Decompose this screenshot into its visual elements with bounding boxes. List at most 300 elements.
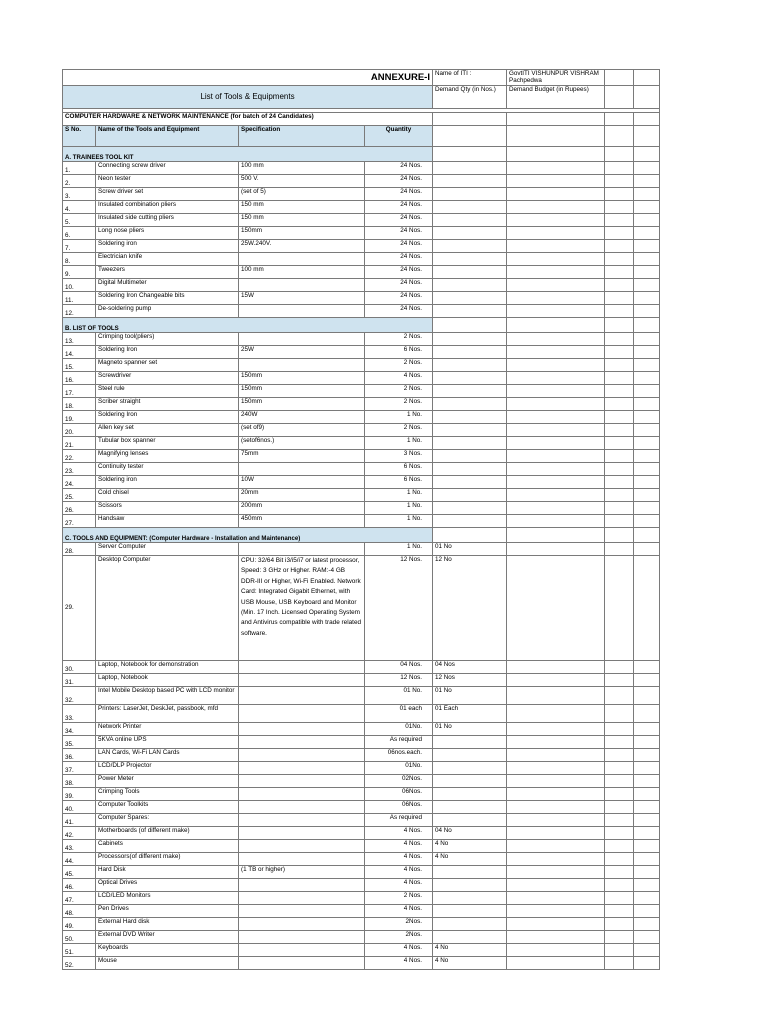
empty-cell: [605, 463, 634, 476]
item-name: Scriber straight: [96, 398, 239, 411]
item-spec: [239, 775, 365, 788]
item-spec: [239, 788, 365, 801]
empty-cell: [605, 450, 634, 463]
item-spec: 20mm: [239, 489, 365, 502]
item-spec: [239, 762, 365, 775]
item-name: Crimping Tools: [96, 788, 239, 801]
empty-cell: [634, 840, 660, 853]
item-number: 11.: [63, 292, 96, 305]
item-spec: [239, 827, 365, 840]
item-number: 40.: [63, 801, 96, 814]
empty-cell: [605, 762, 634, 775]
item-quantity: 2 Nos.: [365, 398, 433, 411]
empty-cell: [634, 687, 660, 705]
section-c: [63, 528, 660, 543]
item-quantity: 24 Nos.: [365, 175, 433, 188]
item-name: Tubular box spanner: [96, 437, 239, 450]
item-number: 12.: [63, 305, 96, 318]
item-spec: 15W: [239, 292, 365, 305]
item-spec: 240W: [239, 411, 365, 424]
empty-cell: [605, 556, 634, 661]
item-demand-qty: [433, 162, 507, 175]
item-demand-budget: [507, 463, 605, 476]
item-spec: [239, 814, 365, 827]
item-number: 22.: [63, 450, 96, 463]
item-spec: 100 mm: [239, 162, 365, 175]
item-spec: 450mm: [239, 515, 365, 528]
item-name: Connecting screw driver: [96, 162, 239, 175]
item-quantity: 24 Nos.: [365, 253, 433, 266]
item-number: 51.: [63, 944, 96, 957]
item-demand-budget: [507, 866, 605, 879]
empty-cell: [634, 775, 660, 788]
item-demand-qty: [433, 918, 507, 931]
item-spec: 100 mm: [239, 266, 365, 279]
item-number: 39.: [63, 788, 96, 801]
section-a-title: A. TRAINEES TOOL KIT: [63, 147, 433, 162]
item-spec: [239, 918, 365, 931]
item-quantity: 6 Nos.: [365, 463, 433, 476]
col-spec-header: Specification: [239, 126, 365, 147]
item-quantity: 01No.: [365, 723, 433, 736]
item-quantity: As required: [365, 736, 433, 749]
item-number: 8.: [63, 253, 96, 266]
item-demand-qty: [433, 253, 507, 266]
item-name: Desktop Computer: [96, 556, 239, 661]
item-demand-qty: [433, 201, 507, 214]
item-quantity: 04 Nos.: [365, 661, 433, 674]
item-quantity: 24 Nos.: [365, 292, 433, 305]
item-name: LAN Cards, Wi-Fi LAN Cards: [96, 749, 239, 762]
item-name: Allen key set: [96, 424, 239, 437]
item-name: Insulated combination pliers: [96, 201, 239, 214]
item-name: Server Computer: [96, 543, 239, 556]
item-name: Screwdriver: [96, 372, 239, 385]
item-quantity: 4 Nos.: [365, 944, 433, 957]
empty-cell: [605, 292, 634, 305]
item-demand-qty: [433, 892, 507, 905]
item-quantity: 6 Nos.: [365, 476, 433, 489]
item-demand-qty: [433, 214, 507, 227]
item-spec: [239, 279, 365, 292]
item-demand-budget: [507, 502, 605, 515]
item-demand-budget: [507, 775, 605, 788]
empty-cell: [433, 147, 507, 162]
item-name: Neon tester: [96, 175, 239, 188]
item-demand-budget: [507, 853, 605, 866]
item-demand-qty: [433, 879, 507, 892]
item-demand-qty: [433, 346, 507, 359]
item-number: 34.: [63, 723, 96, 736]
empty-cell: [634, 279, 660, 292]
table-row: [63, 502, 660, 515]
empty-cell: [634, 705, 660, 723]
item-demand-qty: [433, 814, 507, 827]
item-demand-budget: [507, 918, 605, 931]
item-spec: [239, 333, 365, 346]
item-spec: 150mm: [239, 385, 365, 398]
item-number: 33.: [63, 705, 96, 723]
item-demand-qty: 04 Nos: [433, 661, 507, 674]
empty-cell: [605, 723, 634, 736]
section-a: [63, 147, 660, 162]
empty-cell: [605, 957, 634, 970]
empty-cell: [634, 944, 660, 957]
empty-cell: [634, 762, 660, 775]
item-demand-qty: 4 No: [433, 853, 507, 866]
item-name: Digital Multimeter: [96, 279, 239, 292]
item-demand-budget: [507, 905, 605, 918]
item-number: 32.: [63, 687, 96, 705]
item-demand-budget: [507, 814, 605, 827]
item-demand-qty: [433, 749, 507, 762]
table-row: [63, 372, 660, 385]
item-quantity: 12 Nos.: [365, 556, 433, 661]
empty-cell: [605, 749, 634, 762]
item-spec: [239, 661, 365, 674]
item-name: Screw driver set: [96, 188, 239, 201]
empty-cell: [605, 279, 634, 292]
empty-cell: [605, 528, 634, 543]
empty-cell: [634, 424, 660, 437]
item-name: Laptop, Notebook for demonstration: [96, 661, 239, 674]
empty-cell: [634, 674, 660, 687]
item-demand-budget: [507, 292, 605, 305]
item-number: 10.: [63, 279, 96, 292]
item-demand-qty: [433, 788, 507, 801]
item-quantity: 2 Nos.: [365, 359, 433, 372]
item-demand-qty: 4 No: [433, 944, 507, 957]
item-spec: 25W.240V.: [239, 240, 365, 253]
empty-cell: [605, 705, 634, 723]
item-quantity: 24 Nos.: [365, 266, 433, 279]
item-demand-qty: [433, 372, 507, 385]
item-name: Long nose pliers: [96, 227, 239, 240]
empty-cell: [634, 476, 660, 489]
empty-cell: [634, 411, 660, 424]
item-name: Power Meter: [96, 775, 239, 788]
item-spec: [239, 463, 365, 476]
item-demand-qty: [433, 333, 507, 346]
item-number: 7.: [63, 240, 96, 253]
table-row: [63, 853, 660, 866]
item-demand-budget: [507, 827, 605, 840]
empty-cell: [605, 201, 634, 214]
item-demand-budget: [507, 424, 605, 437]
column-header-row: [63, 126, 660, 147]
item-demand-budget: [507, 346, 605, 359]
item-quantity: 4 Nos.: [365, 827, 433, 840]
item-quantity: 01 each: [365, 705, 433, 723]
item-number: 13.: [63, 333, 96, 346]
item-demand-budget: [507, 879, 605, 892]
item-demand-qty: [433, 515, 507, 528]
item-quantity: 12 Nos.: [365, 674, 433, 687]
item-demand-qty: [433, 279, 507, 292]
item-number: 31.: [63, 674, 96, 687]
item-demand-qty: [433, 398, 507, 411]
item-demand-budget: [507, 266, 605, 279]
item-spec: [239, 253, 365, 266]
item-number: 6.: [63, 227, 96, 240]
item-demand-qty: 4 No: [433, 957, 507, 970]
empty-cell: [605, 905, 634, 918]
empty-cell: [605, 162, 634, 175]
item-demand-budget: [507, 175, 605, 188]
item-number: 4.: [63, 201, 96, 214]
item-spec: [239, 359, 365, 372]
table-row: [63, 253, 660, 266]
empty-cell: [605, 879, 634, 892]
table-row: [63, 424, 660, 437]
item-demand-qty: [433, 905, 507, 918]
table-row: [63, 687, 660, 705]
table-row: [63, 359, 660, 372]
item-name: External DVD Writer: [96, 931, 239, 944]
item-demand-budget: [507, 515, 605, 528]
table-row: [63, 398, 660, 411]
item-number: 15.: [63, 359, 96, 372]
col-qty-header: Quantity: [365, 126, 433, 147]
item-quantity: 01 No.: [365, 687, 433, 705]
tools-equipment-sheet: [62, 69, 660, 970]
table-row: [63, 489, 660, 502]
table-row: [63, 840, 660, 853]
item-demand-qty: [433, 175, 507, 188]
empty-cell: [605, 788, 634, 801]
item-spec: 25W: [239, 346, 365, 359]
item-name: Continuity tester: [96, 463, 239, 476]
item-demand-budget: [507, 957, 605, 970]
table-row: [63, 762, 660, 775]
empty-cell: [605, 411, 634, 424]
empty-cell: [634, 661, 660, 674]
item-demand-qty: 04 No: [433, 827, 507, 840]
item-demand-budget: [507, 801, 605, 814]
table-row: [63, 801, 660, 814]
item-quantity: 4 Nos.: [365, 957, 433, 970]
item-number: 19.: [63, 411, 96, 424]
empty-cell: [634, 788, 660, 801]
empty-cell: [507, 147, 605, 162]
empty-cell: [634, 266, 660, 279]
item-spec: [239, 840, 365, 853]
empty-cell: [634, 931, 660, 944]
item-demand-qty: 4 No: [433, 840, 507, 853]
table-row: [63, 385, 660, 398]
empty-cell: [634, 253, 660, 266]
item-demand-qty: 01 No: [433, 723, 507, 736]
item-name: Cold chisel: [96, 489, 239, 502]
item-quantity: 1 No.: [365, 502, 433, 515]
empty-cell: [634, 188, 660, 201]
item-demand-qty: 01 Each: [433, 705, 507, 723]
item-name: Mouse: [96, 957, 239, 970]
item-number: 28.: [63, 543, 96, 556]
name-of-iti-value: GovtITI VISHUNPUR VISHRAM Pachpedwa: [507, 70, 605, 86]
item-number: 18.: [63, 398, 96, 411]
trade-row: [63, 113, 660, 126]
item-demand-budget: [507, 333, 605, 346]
table-row: [63, 749, 660, 762]
item-name: Pen Drives: [96, 905, 239, 918]
empty-cell: [605, 227, 634, 240]
item-quantity: 4 Nos.: [365, 840, 433, 853]
item-demand-qty: [433, 775, 507, 788]
item-number: 14.: [63, 346, 96, 359]
empty-cell: [605, 814, 634, 827]
table-row: [63, 775, 660, 788]
item-number: 27.: [63, 515, 96, 528]
item-name: Printers: LaserJet, DeskJet, passbook, mfd: [96, 705, 239, 723]
empty-cell: [605, 866, 634, 879]
table-row: [63, 918, 660, 931]
item-number: 48.: [63, 905, 96, 918]
table-row: [63, 450, 660, 463]
table-row: [63, 476, 660, 489]
item-demand-budget: [507, 450, 605, 463]
item-number: 45.: [63, 866, 96, 879]
table-row: [63, 411, 660, 424]
item-spec: 75mm: [239, 450, 365, 463]
item-demand-budget: [507, 253, 605, 266]
item-demand-qty: 01 No: [433, 543, 507, 556]
table-row: [63, 543, 660, 556]
item-name: Intel Mobile Desktop based PC with LCD monitor: [96, 687, 239, 705]
item-number: 16.: [63, 372, 96, 385]
item-spec: [239, 801, 365, 814]
item-number: 49.: [63, 918, 96, 931]
item-quantity: 06Nos.: [365, 788, 433, 801]
item-demand-qty: [433, 450, 507, 463]
item-demand-qty: 12 No: [433, 556, 507, 661]
header-row-2: [63, 86, 660, 109]
empty-cell: [605, 437, 634, 450]
empty-cell: [605, 543, 634, 556]
item-quantity: 4 Nos.: [365, 372, 433, 385]
table-row: [63, 905, 660, 918]
table-row: [63, 227, 660, 240]
empty-cell: [634, 398, 660, 411]
empty-cell: [605, 253, 634, 266]
table-row: [63, 661, 660, 674]
section-b-title: B. LIST OF TOOLS: [63, 318, 433, 333]
item-demand-qty: [433, 305, 507, 318]
item-demand-budget: [507, 687, 605, 705]
item-number: 20.: [63, 424, 96, 437]
item-spec: [239, 853, 365, 866]
item-name: LCD/DLP Projector: [96, 762, 239, 775]
item-number: 9.: [63, 266, 96, 279]
item-demand-budget: [507, 543, 605, 556]
item-spec: 10W: [239, 476, 365, 489]
item-demand-qty: [433, 240, 507, 253]
item-name: Handsaw: [96, 515, 239, 528]
item-demand-budget: [507, 892, 605, 905]
item-number: 37.: [63, 762, 96, 775]
item-name: Soldering Iron: [96, 411, 239, 424]
item-quantity: 1 No.: [365, 437, 433, 450]
table-row: [63, 279, 660, 292]
item-demand-budget: [507, 359, 605, 372]
table-row: [63, 333, 660, 346]
item-quantity: 24 Nos.: [365, 162, 433, 175]
item-quantity: 4 Nos.: [365, 853, 433, 866]
empty-cell: [634, 801, 660, 814]
annexure-label: ANNEXURE-I: [63, 70, 433, 86]
item-demand-budget: [507, 661, 605, 674]
table-row: [63, 175, 660, 188]
item-demand-qty: [433, 762, 507, 775]
item-demand-budget: [507, 411, 605, 424]
item-spec: [239, 957, 365, 970]
item-name: Insulated side cutting pliers: [96, 214, 239, 227]
item-number: 24.: [63, 476, 96, 489]
table-row: [63, 201, 660, 214]
item-name: Magneto spanner set: [96, 359, 239, 372]
item-quantity: 2Nos.: [365, 918, 433, 931]
name-of-iti-label: Name of ITI :: [433, 70, 507, 86]
item-spec: [239, 749, 365, 762]
table-row: [63, 879, 660, 892]
empty-cell: [605, 318, 634, 333]
empty-cell: [605, 346, 634, 359]
empty-cell: [634, 201, 660, 214]
item-quantity: 1 No.: [365, 515, 433, 528]
item-demand-qty: [433, 188, 507, 201]
item-name: Electrician knife: [96, 253, 239, 266]
empty-cell: [634, 372, 660, 385]
item-spec: 500 V.: [239, 175, 365, 188]
item-number: 30.: [63, 661, 96, 674]
item-quantity: 1 No.: [365, 489, 433, 502]
item-spec: (set of 5): [239, 188, 365, 201]
item-name: Network Printer: [96, 723, 239, 736]
empty-cell: [634, 918, 660, 931]
item-name: Magnifying lenses: [96, 450, 239, 463]
empty-cell: [634, 385, 660, 398]
table-row: [63, 674, 660, 687]
item-name: Scissors: [96, 502, 239, 515]
item-spec: (setof6nos.): [239, 437, 365, 450]
item-quantity: 4 Nos.: [365, 866, 433, 879]
empty-cell: [605, 918, 634, 931]
empty-cell: [634, 866, 660, 879]
item-name: Computer Spares:: [96, 814, 239, 827]
item-quantity: 06nos.each.: [365, 749, 433, 762]
empty-cell: [605, 944, 634, 957]
item-demand-budget: [507, 556, 605, 661]
item-demand-budget: [507, 723, 605, 736]
item-spec: [239, 892, 365, 905]
empty-cell: [634, 515, 660, 528]
item-name: Computer Toolkits: [96, 801, 239, 814]
item-name: 5KVA online UPS: [96, 736, 239, 749]
item-spec: 150mm: [239, 398, 365, 411]
item-name: Laptop, Notebook: [96, 674, 239, 687]
empty-cell: [605, 359, 634, 372]
item-number: 46.: [63, 879, 96, 892]
empty-cell: [634, 853, 660, 866]
item-number: 35.: [63, 736, 96, 749]
item-spec: [239, 736, 365, 749]
item-number: 43.: [63, 840, 96, 853]
item-demand-budget: [507, 162, 605, 175]
item-number: 25.: [63, 489, 96, 502]
item-number: 23.: [63, 463, 96, 476]
empty-cell: [634, 736, 660, 749]
item-spec: [239, 543, 365, 556]
